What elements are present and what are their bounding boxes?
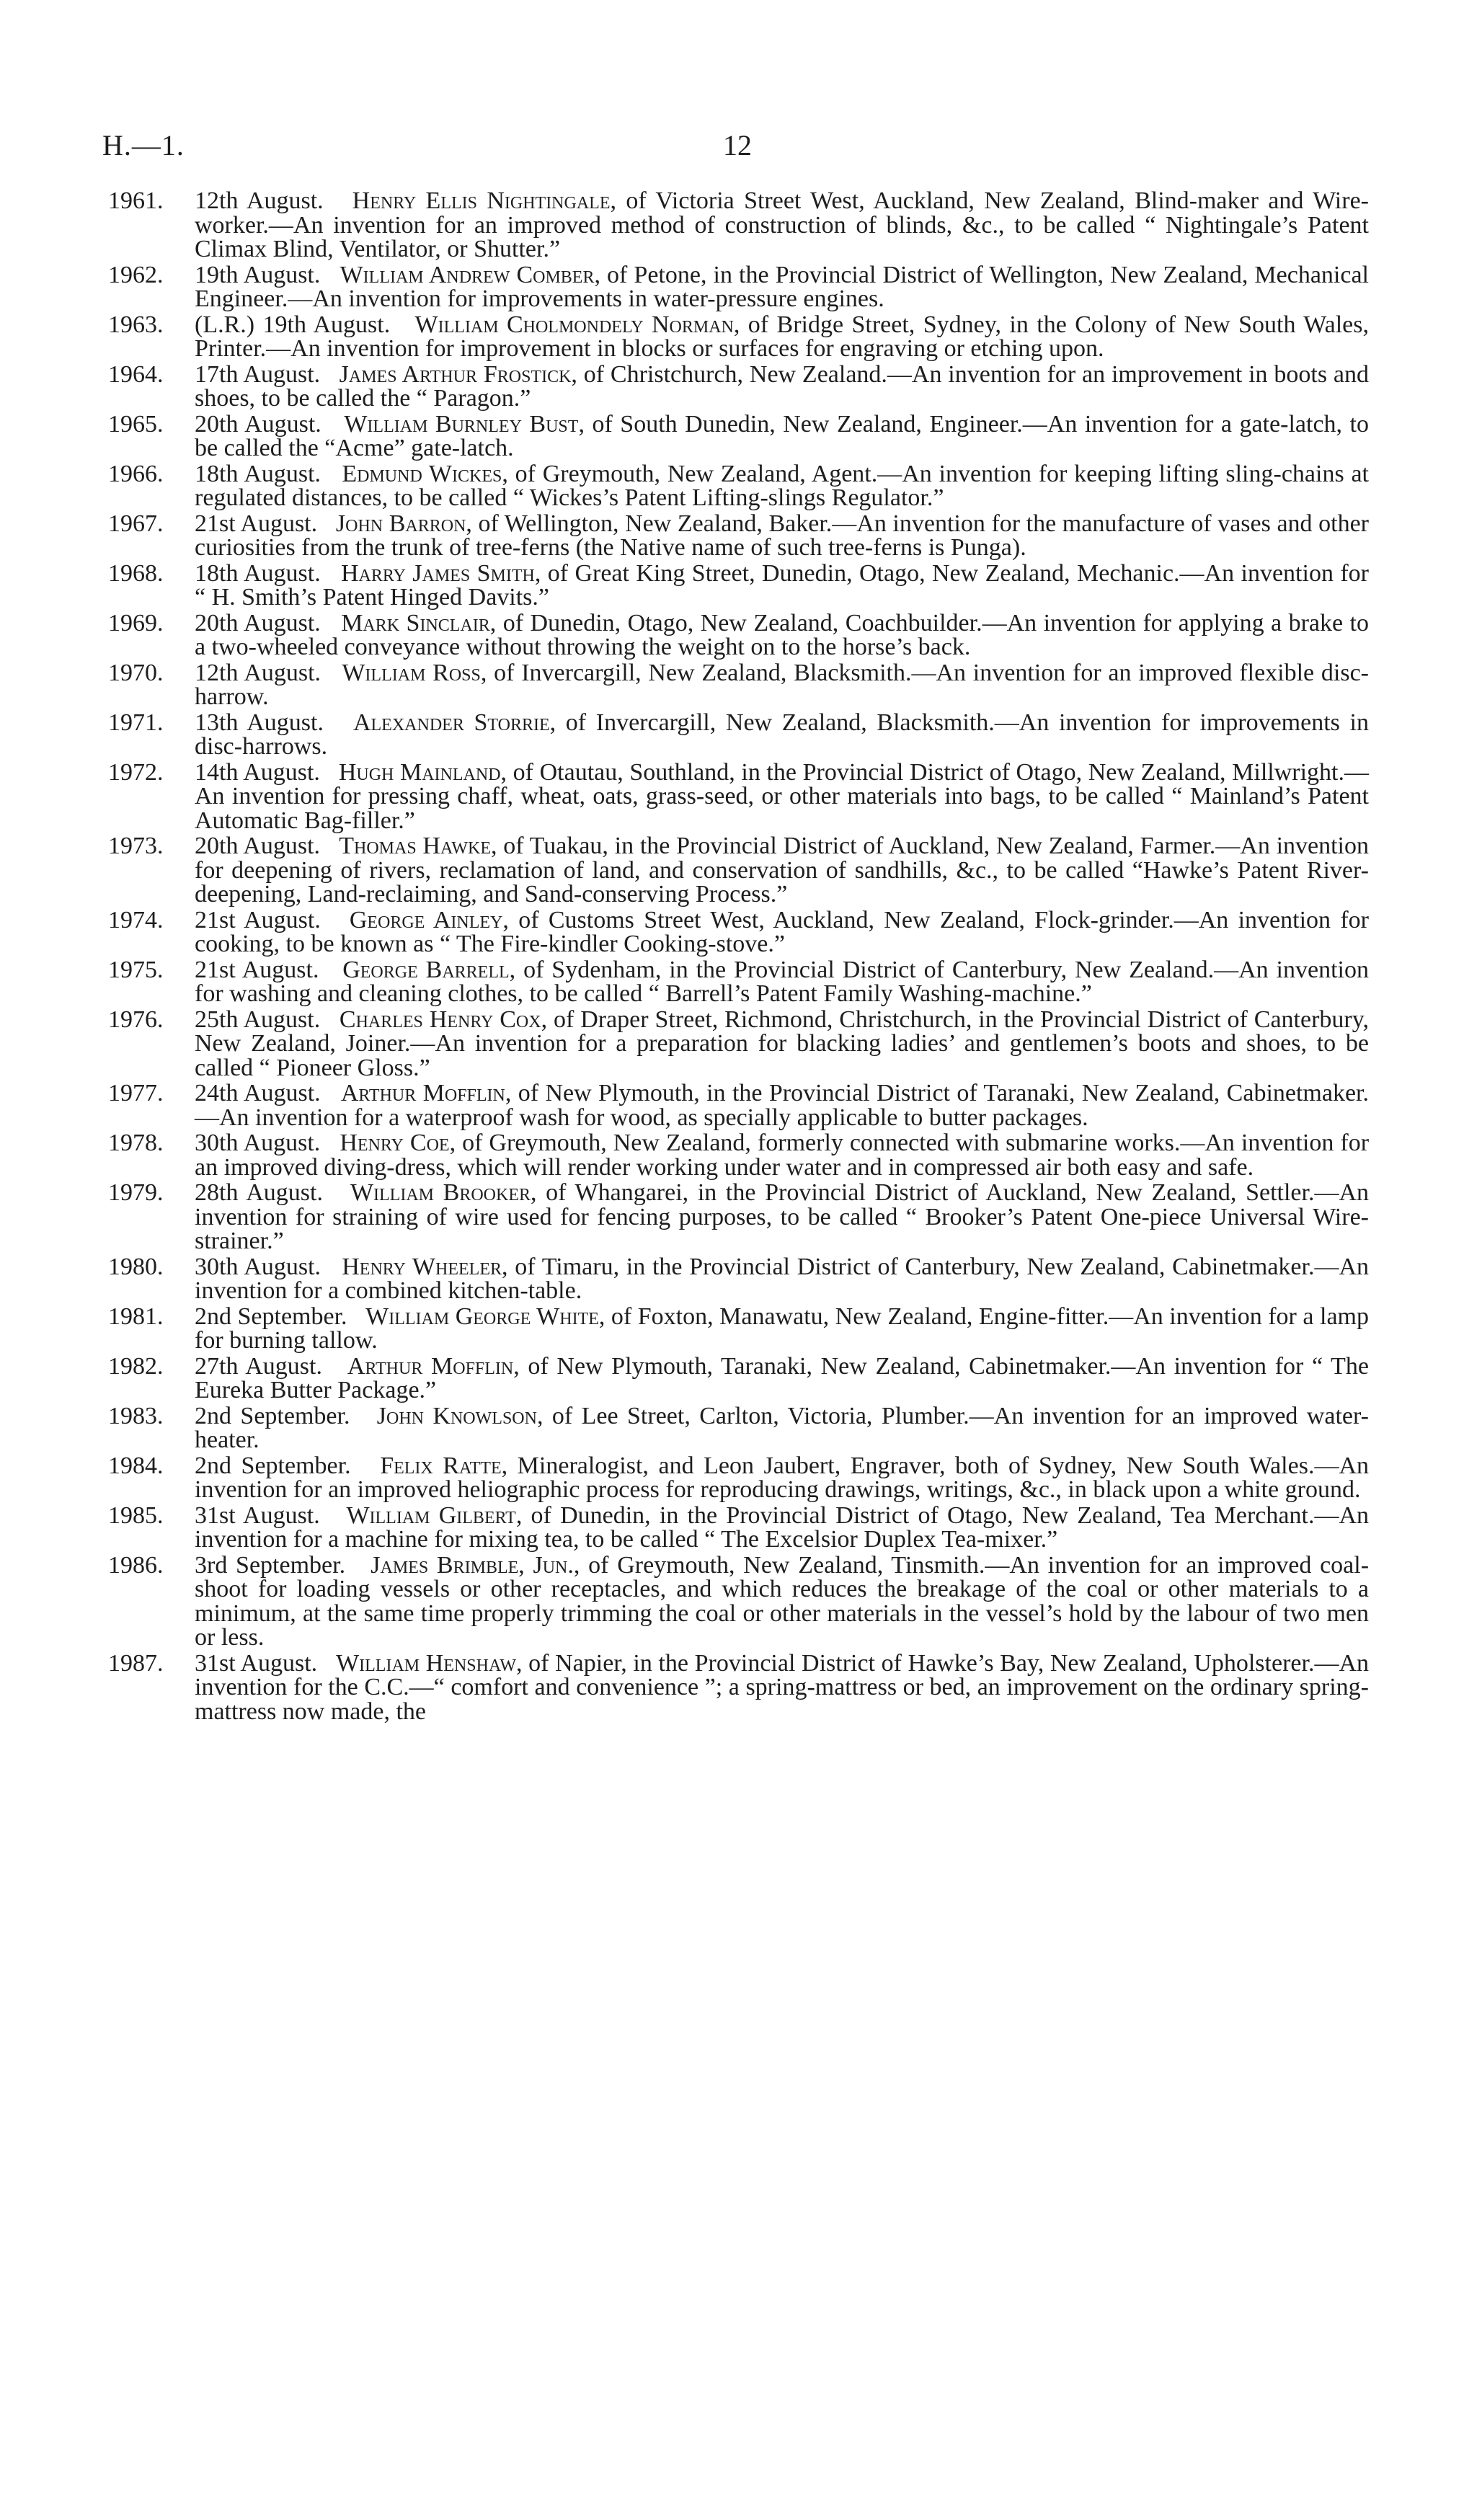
applicant-name: Charles Henry Cox [339,1006,541,1033]
applicant-name: George Barrell [342,956,510,983]
applicant-name: William Brooker [350,1179,531,1206]
entry-body [195,512,1369,560]
entry-body [195,760,1369,833]
patent-entry [0,1255,1464,1303]
applicant-name: Arthur Mofflin [347,1352,514,1380]
patent-entry [0,1081,1464,1130]
entry-body [195,313,1369,361]
entry-body [195,1255,1369,1303]
patent-entry [0,1404,1464,1452]
entry-description: , of Whangarei, in the Provincial District of Auckland, New Zealand, Settler.—An invention for straining of wire used for fencing purposes, to be called “ Brooker’s Patent One-piece Universal Wire-strainer.” [195,1179,1370,1254]
entry-body [195,1354,1369,1403]
entry-date: 24th August. [195,1080,321,1106]
entry-date: 30th August. [195,1253,321,1280]
entry-number: 1963. [108,311,164,338]
applicant-name: Henry Wheeler [342,1253,502,1280]
entry-number: 1967. [108,510,164,537]
entry-description: , of Christchurch, New Zealand.—An invention for an improvement in boots and shoes, to be called the “ Paragon.” [195,360,1370,412]
entry-number: 1968. [108,559,164,587]
patent-entry [0,412,1464,461]
entry-body [195,611,1369,660]
entry-body [195,958,1369,1006]
entry-date: 19th August. [195,261,321,288]
entry-body [195,1131,1369,1179]
document-reference: H.—1. [102,129,185,161]
entry-description: , of Wellington, New Zealand, Baker.—An invention for the manufacture of vases and other curiosities from the trunk of tree-ferns (the Native name of such tree-ferns is Punga). [195,510,1369,561]
entry-body [195,412,1369,461]
patent-entry [0,1131,1464,1179]
entry-number: 1979. [108,1179,164,1206]
entry-date: 3rd September. [195,1551,346,1579]
entry-body [195,1651,1369,1724]
applicant-name: Thomas Hawke [339,833,492,859]
entry-body [195,360,1370,412]
entry-body [195,834,1369,907]
entry-date: 14th August. [195,758,320,786]
entry-date: 30th August. [195,1130,321,1156]
entry-body [195,1081,1369,1130]
entry-description: , of Invercargill, New Zealand, Blacksmith.—An invention for an improved flexible disc-harrow. [195,659,1369,710]
entry-number: 1976. [108,1006,164,1033]
entry-date: 12th August. [195,187,324,214]
entry-description: , of Tuakau, in the Provincial District of Auckland, New Zealand, Farmer.—An invention for deepening of rivers, reclamation of land, and conservation of sandhills, &c., to be called “Hawke’s Patent River-deepening, Land-reclaiming, and Sand-conserving Process.” [195,833,1370,908]
entry-body [195,189,1369,262]
entry-number: 1981. [108,1303,164,1330]
applicant-name: William George White [365,1303,599,1330]
entry-date: 21st August. [195,906,321,933]
entry-date: 21st August. [195,956,319,983]
patent-entry [0,1454,1464,1502]
entry-description: , of Lee Street, Carlton, Victoria, Plumber.—An invention for an improved water-heater. [195,1402,1369,1453]
entry-body [195,1305,1369,1353]
entry-description: , of Petone, in the Provincial District of Wellington, New Zealand, Mechanical Engineer.—An invention for improvements in water-pressure engines. [195,261,1369,312]
entry-date: 20th August. [195,609,321,636]
applicant-name: Henry Ellis Nightingale [352,187,611,214]
entry-description: , of Invercargill, New Zealand, Blacksmith.—An invention for improvements in disc-harrows. [195,709,1369,760]
patent-entry [0,1008,1464,1081]
patent-entry [0,760,1464,833]
entry-date: 12th August. [195,659,321,686]
patent-entry [0,1501,1464,1553]
applicant-name: James Brimble, Jun. [371,1551,574,1579]
applicant-name: Alexander Storrie [352,709,550,736]
entry-description: , of Greymouth, New Zealand, formerly connected with submarine works.—An invention for an improved diving-dress, which will render working under water and in compressed air both easy and safe. [195,1130,1370,1181]
entry-date: 18th August. [195,559,321,587]
entry-description: , of Greymouth, New Zealand, Tinsmith.—An invention for an improved coal-shoot for loading vessels or other receptacles, and which reduces the breakage of the coal or other materials to a minimum, at the same time properly trimming the coal or other materials in the vessel’s hold by the labour of two men or less. [195,1551,1370,1651]
entry-number: 1984. [108,1452,164,1479]
entry-description: , Mineralogist, and Leon Jaubert, Engraver, both of Sydney, New South Wales.—An invention for an improved heliographic process for reproducing drawings, writings, &c., in black upon a white ground. [195,1452,1370,1503]
patent-entry [0,313,1464,361]
entry-date: 2nd September. [195,1402,350,1429]
entry-description: , of Customs Street West, Auckland, New Zealand, Flock-grinder.—An invention for cooking, to be known as “ The Fire-kindler Cooking-stove.” [195,906,1369,957]
entry-number: 1987. [108,1649,164,1677]
applicant-name: William Gilbert [346,1501,516,1529]
entry-number: 1978. [108,1130,164,1156]
entry-number: 1971. [108,709,164,736]
entry-description: , of Victoria Street West, Auckland, New Zealand, Blind-maker and Wire-worker.—An invention for an improved method of construction of blinds, &c., to be called “ Nightingale’s Patent Climax Blind, Ventilator, or Shutter.” [195,187,1369,262]
entry-description: , of Greymouth, New Zealand, Agent.—An invention for keeping lifting sling-chains at regulated distances, to be called “ Wickes’s Patent Lifting-slings Regulator.” [195,460,1369,511]
page-header [0,128,1464,172]
entry-date: 2nd September. [195,1303,347,1330]
entry-body [195,1008,1369,1081]
entry-number: 1974. [108,906,164,933]
patent-entries-list [0,189,1464,1725]
entry-number: 1964. [108,360,164,388]
patent-entry [0,512,1464,560]
entry-body [195,908,1369,957]
entry-number: 1962. [108,261,164,288]
entry-body [195,1501,1369,1553]
applicant-name: Mark Sinclair [341,609,490,636]
entry-date: (L.R.) 19th August. [195,311,391,338]
entry-number: 1977. [108,1080,164,1106]
patent-entry [0,1354,1464,1403]
entry-body [195,661,1369,709]
entry-body [195,559,1369,611]
patent-entry [0,661,1464,709]
patent-entry [0,360,1464,412]
applicant-name: William Andrew Comber [340,261,595,288]
entry-number: 1983. [108,1402,164,1429]
patent-entry [0,711,1464,759]
patent-entry [0,1181,1464,1254]
patent-entry [0,958,1464,1006]
applicant-name: Edmund Wickes [342,460,502,487]
entry-date: 31st August. [195,1649,318,1677]
entry-description: , of Sydenham, in the Provincial District of Canterbury, New Zealand.—An invention for washing and cleaning clothes, to be called “ Barrell’s Patent Family Washing-machine.” [195,956,1369,1007]
patent-entry [0,611,1464,660]
entry-number: 1986. [108,1551,164,1579]
entry-body [195,263,1369,311]
entry-date: 17th August. [195,360,321,388]
entry-date: 18th August. [195,460,321,487]
entry-body [195,1404,1369,1452]
entry-date: 21st August. [195,510,318,537]
patent-entry [0,834,1464,907]
patent-entry [0,462,1464,510]
entry-number: 1969. [108,609,164,636]
patent-entry [0,263,1464,311]
applicant-name: Hugh Mainland [338,758,501,786]
applicant-name: Harry James Smith [340,559,535,587]
entry-number: 1966. [108,460,164,487]
applicant-name: William Henshaw [336,1649,517,1677]
entry-description: , of New Plymouth, in the Provincial District of Taranaki, New Zealand, Cabinetmaker.—An invention for a waterproof wash for wood, as specially applicable to butter packages. [195,1080,1370,1131]
entry-number: 1982. [108,1352,164,1380]
applicant-name: John Knowlson [376,1402,537,1429]
applicant-name: James Arthur Frostick [339,360,572,388]
patent-entry [0,189,1464,262]
entry-body [195,1181,1369,1254]
applicant-name: George Ainley [349,906,503,933]
entry-body [195,462,1369,510]
entry-date: 20th August. [195,833,321,859]
entry-description: , of Great King Street, Dunedin, Otago, New Zealand, Mechanic.—An invention for “ H. Smith’s Patent Hinged Davits.” [195,559,1369,611]
applicant-name: Felix Ratte [380,1452,502,1479]
entry-description: , of Otautau, Southland, in the Provincial District of Otago, New Zealand, Millwright.—An invention for pressing chaff, wheat, oats, grass-seed, or other materials into bags, to be called “ Mainland’s Patent Automatic Bag-filler.” [195,758,1370,834]
patent-entry [0,908,1464,957]
entry-description: , of Napier, in the Provincial District of Hawke’s Bay, New Zealand, Upholsterer.—An invention for the C.C.—“ comfort and convenience ”; a spring-mattress or bed, an improvement on the ordinary spring-mattress now made, the [195,1649,1369,1725]
applicant-name: John Barron [335,510,466,537]
entry-number: 1980. [108,1253,164,1280]
applicant-name: Arthur Mofflin [340,1080,505,1106]
entry-body [195,1553,1369,1650]
patent-entry [0,1651,1464,1724]
applicant-name: William Ross [342,659,481,686]
entry-number: 1972. [108,758,164,786]
entry-date: 27th August. [195,1352,322,1380]
entry-date: 20th August. [195,410,321,438]
entry-description: , of Dunedin, in the Provincial District of Otago, New Zealand, Tea Merchant.—An invention for a machine for mixing tea, to be called “ The Excelsior Duplex Tea-mixer.” [195,1501,1369,1553]
patent-entry [0,559,1464,611]
applicant-name: William Cholmondely Norman [414,311,734,338]
applicant-name: Henry Coe [340,1130,450,1156]
entry-description: , of Draper Street, Richmond, Christchurch, in the Provincial District of Canterbury, New Zealand, Joiner.—An invention for a preparation for blacking ladies’ and gentlemen’s boots and shoes, to be called “ Pioneer Gloss.” [195,1006,1370,1081]
entry-description: , of South Dunedin, New Zealand, Engineer.—An invention for a gate-latch, to be called the “Acme” gate-latch. [195,410,1370,461]
patent-entry [0,1305,1464,1353]
entry-number: 1970. [108,659,164,686]
entry-date: 2nd September. [195,1452,351,1479]
page-number: 12 [723,129,752,161]
entry-number: 1961. [108,187,164,214]
entry-description: , of New Plymouth, Taranaki, New Zealand, Cabinetmaker.—An invention for “ The Eureka Butter Package.” [195,1352,1369,1403]
entry-body [195,711,1369,759]
entry-description: , of Dunedin, Otago, New Zealand, Coachbuilder.—An invention for applying a brake to a two-wheeled conveyance without throwing the weight on to the horse’s back. [195,609,1370,660]
entry-date: 31st August. [195,1501,320,1529]
entry-body [195,1454,1369,1502]
entry-number: 1975. [108,956,164,983]
entry-number: 1973. [108,833,164,859]
entry-date: 25th August. [195,1006,321,1033]
entry-date: 13th August. [195,709,324,736]
entry-description: , of Timaru, in the Provincial District of Canterbury, New Zealand, Cabinetmaker.—An invention for a combined kitchen-table. [195,1253,1370,1304]
entry-number: 1965. [108,410,164,438]
entry-number: 1985. [108,1501,164,1529]
entry-description: , of Bridge Street, Sydney, in the Colony of New South Wales, Printer.—An invention for improvement in blocks or surfaces for engraving or etching upon. [195,311,1369,362]
applicant-name: William Burnley Bust [344,410,579,438]
entry-description: , of Foxton, Manawatu, New Zealand, Engine-fitter.—An invention for a lamp for burning tallow. [195,1303,1369,1354]
patent-entry [0,1553,1464,1650]
entry-date: 28th August. [195,1179,323,1206]
